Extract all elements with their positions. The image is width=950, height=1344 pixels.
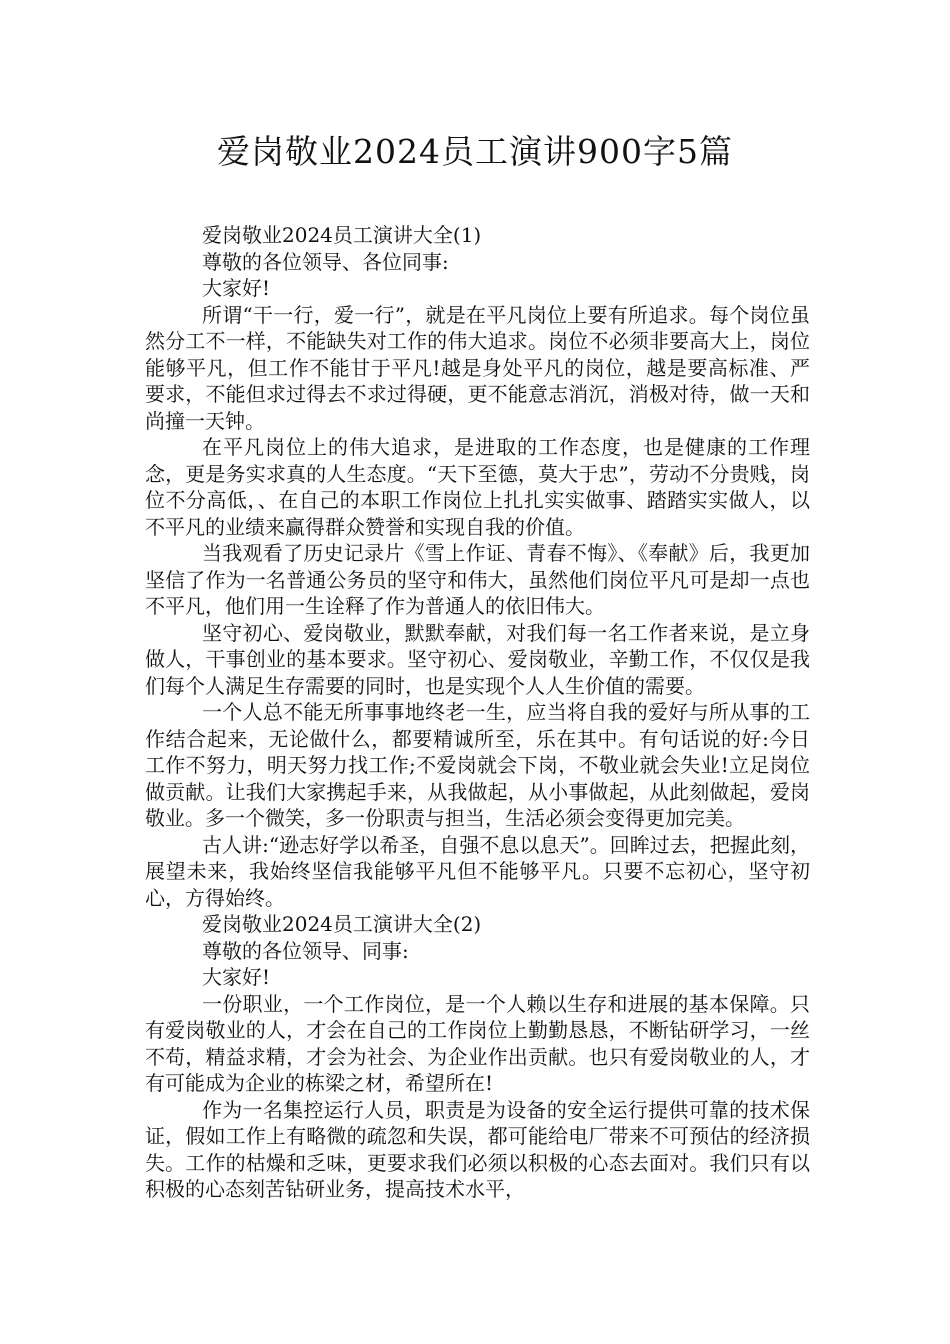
body-paragraph: 古人讲:“逊志好学以希圣，自强不息以息天”。回眸过去，把握此刻，展望未来，我始终坚信我能够平凡但不能够平凡。只要不忘初心，坚守初心，方得始终。 <box>145 832 810 910</box>
body-paragraph: 一个人总不能无所事事地终老一生，应当将自我的爱好与所从事的工作结合起来，无论做什么，都要精诚所至，乐在其中。有句话说的好:今日工作不努力，明天努力找工作;不爱岗就会下岗，不敬业就会失业!立足岗位做贡献。让我们大家携起手来，从我做起，从小事做起，从此刻做起，爱岗敬业。多一个微笑，多一份职责与担当，生活必须会变得更加完美。 <box>145 700 810 830</box>
section-heading: 爱岗敬业2024员工演讲大全(2) <box>202 912 482 936</box>
body-paragraph: 所谓“干一行，爱一行”，就是在平凡岗位上要有所追求。每个岗位虽然分工不一样，不能缺失对工作的伟大追求。岗位不必须非要高大上，岗位能够平凡，但工作不能甘于平凡!越是身处平凡的岗位，越是要高标准、严要求，不能但求过得去不求过得硬，更不能意志消沉，消极对待，做一天和尚撞一天钟。 <box>145 302 810 433</box>
body-paragraph: 当我观看了历史记录片《雪上作证、青春不悔》、《奉献》后，我更加坚信了作为一名普通公务员的坚守和伟大，虽然他们岗位平凡可是却一点也不平凡，他们用一生诠释了作为普通人的依旧伟大。 <box>145 541 810 618</box>
body-paragraph: 在平凡岗位上的伟大追求，是进取的工作态度，也是健康的工作理念，更是务实求真的人生态度。“天下至德，莫大于忠”，劳动不分贵贱，岗位不分高低，、在自己的本职工作岗位上扎扎实实做事、踏踏实实做人，以不平凡的业绩来赢得群众赞誉和实现自我的价值。 <box>145 435 810 539</box>
document-body <box>145 222 810 1203</box>
body-paragraph: 作为一名集控运行人员，职责是为设备的安全运行提供可靠的技术保证，假如工作上有略微的疏忽和失误，都可能给电厂带来不可预估的经济损失。工作的枯燥和乏味，更要求我们必须以积极的心态去面对。我们只有以积极的心态刻苦钻研业务，提高技术水平， <box>145 1097 810 1201</box>
section-heading: 爱岗敬业2024员工演讲大全(1) <box>202 223 482 247</box>
salutation: 尊敬的各位领导、同事: <box>202 938 409 963</box>
greeting: 大家好! <box>202 276 271 300</box>
greeting: 大家好! <box>202 965 271 989</box>
body-paragraph: 坚守初心、爱岗敬业，默默奉献，对我们每一名工作者来说，是立身做人，干事创业的基本要求。坚守初心、爱岗敬业，辛勤工作，不仅仅是我们每个人满足生存需要的同时，也是实现个人人生价值的需要。 <box>145 620 810 698</box>
body-paragraph: 一份职业，一个工作岗位，是一个人赖以生存和进展的基本保障。只有爱岗敬业的人，才会在自己的工作岗位上勤勤恳恳，不断钻研学习，一丝不苟，精益求精，才会为社会、为企业作出贡献。也只有爱岗敬业的人，才有可能成为企业的栋梁之材，希望所在! <box>145 991 810 1095</box>
salutation: 尊敬的各位领导、各位同事: <box>202 249 449 274</box>
document-title: 爱岗敬业2024员工演讲900字5篇 <box>217 132 733 171</box>
